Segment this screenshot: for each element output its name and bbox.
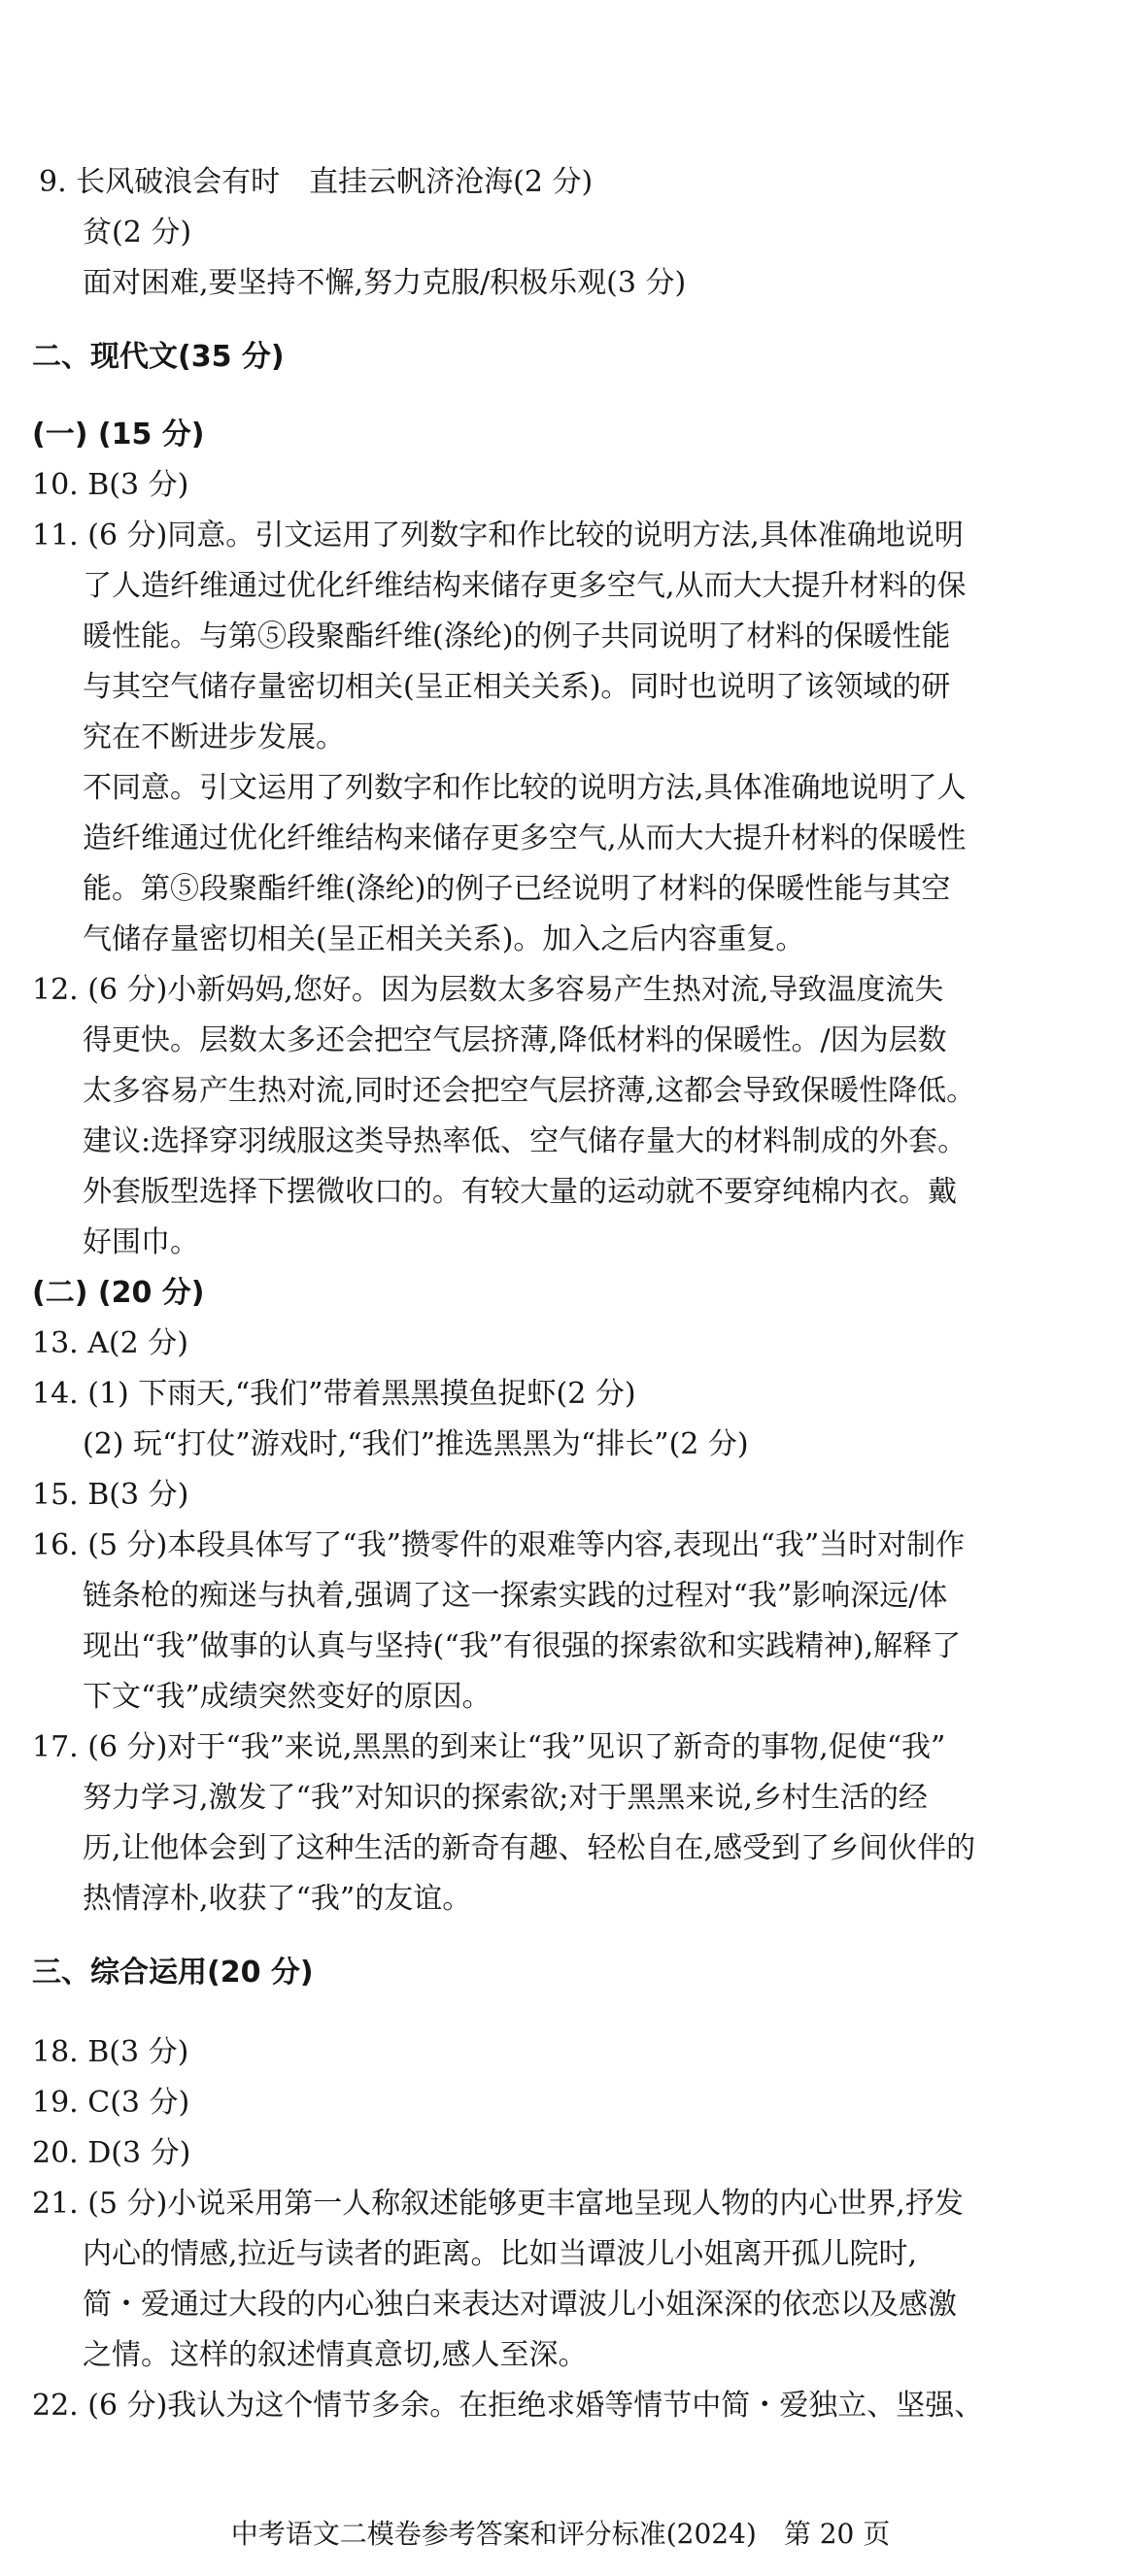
section-2-heading: 二、现代文(35 分) (32, 340, 285, 374)
q19-answer: 19. C(3 分) (32, 2086, 190, 2120)
q17-line-2: 努力学习,激发了“我”对知识的探索欲;对于黑黑来说,乡村生活的经 (83, 1781, 928, 1815)
q16-line-1: 16. (5 分)本段具体写了“我”攒零件的艰难等内容,表现出“我”当时对制作 (32, 1528, 966, 1562)
q17-line-3: 历,让他体会到了这种生活的新奇有趣、轻松自在,感受到了乡间伙伴的 (83, 1831, 976, 1865)
q11-line-1: 11. (6 分)同意。引文运用了列数字和作比较的说明方法,具体准确地说明 (32, 519, 964, 552)
q11-line-8: 能。第⑤段聚酯纤维(涤纶)的例子已经说明了材料的保暖性能与其空 (83, 872, 951, 906)
q14-line-2: (2) 玩“打仗”游戏时,“我们”推选黑黑为“排长”(2 分) (83, 1427, 749, 1461)
q9-line-2: 贫(2 分) (83, 216, 192, 250)
q9-line-3: 面对困难,要坚持不懈,努力克服/积极乐观(3 分) (83, 266, 687, 300)
q12-line-6: 好围巾。 (83, 1225, 199, 1259)
q20-answer: 20. D(3 分) (32, 2136, 191, 2170)
q11-line-3: 暖性能。与第⑤段聚酯纤维(涤纶)的例子共同说明了材料的保暖性能 (83, 619, 951, 653)
q11-line-7: 造纤维通过优化纤维结构来储存更多空气,从而大大提升材料的保暖性 (83, 821, 967, 855)
q17-line-4: 热情淳朴,收获了“我”的友谊。 (83, 1882, 472, 1916)
q17-line-1: 17. (6 分)对于“我”来说,黑黑的到来让“我”见识了新奇的事物,促使“我” (32, 1730, 946, 1764)
q14-line-1: 14. (1) 下雨天,“我们”带着黑黑摸鱼捉虾(2 分) (32, 1377, 636, 1411)
q15-answer: 15. B(3 分) (32, 1478, 189, 1512)
page-footer: 中考语文二模卷参考答案和评分标准(2024) 第 20 页 (230, 2518, 891, 2550)
section-3-heading: 三、综合运用(20 分) (32, 1956, 314, 1990)
q11-line-2: 了人造纤维通过优化纤维结构来储存更多空气,从而大大提升材料的保 (83, 569, 967, 603)
q21-line-3: 简・爱通过大段的内心独白来表达对谭波儿小姐深深的依恋以及感激 (83, 2288, 957, 2322)
q21-line-1: 21. (5 分)小说采用第一人称叙述能够更丰富地呈现人物的内心世界,抒发 (32, 2187, 964, 2221)
q11-line-5: 究在不断进步发展。 (83, 720, 345, 754)
q13-answer: 13. A(2 分) (32, 1326, 188, 1360)
q11-line-4: 与其空气储存量密切相关(呈正相关关系)。同时也说明了该领域的研 (83, 670, 951, 704)
q12-line-5: 外套版型选择下摆微收口的。有较大量的运动就不要穿纯棉内衣。戴 (83, 1175, 957, 1209)
q12-line-1: 12. (6 分)小新妈妈,您好。因为层数太多容易产生热对流,导致温度流失 (32, 973, 944, 1007)
q12-line-2: 得更快。层数太多还会把空气层挤薄,降低材料的保暖性。/因为层数 (83, 1023, 947, 1057)
q10-answer: 10. B(3 分) (32, 468, 189, 502)
part-2-heading: (二) (20 分) (32, 1276, 205, 1310)
q18-answer: 18. B(3 分) (32, 2035, 189, 2069)
q22-line-1: 22. (6 分)我认为这个情节多余。在拒绝求婚等情节中简・爱独立、坚强、 (32, 2389, 984, 2423)
part-1-heading: (一) (15 分) (32, 418, 205, 452)
q11-line-9: 气储存量密切相关(呈正相关关系)。加入之后内容重复。 (83, 922, 805, 956)
q21-line-4: 之情。这样的叙述情真意切,感人至深。 (83, 2338, 588, 2372)
q16-line-3: 现出“我”做事的认真与坚持(“我”有很强的探索欲和实践精神),解释了 (83, 1629, 962, 1663)
q11-line-6: 不同意。引文运用了列数字和作比较的说明方法,具体准确地说明了人 (83, 771, 967, 805)
q12-line-4: 建议:选择穿羽绒服这类导热率低、空气储存量大的材料制成的外套。 (83, 1124, 968, 1158)
q9-line-1: 9. 长风破浪会有时 直挂云帆济沧海(2 分) (39, 165, 594, 199)
q16-line-2: 链条枪的痴迷与执着,强调了这一探索实践的过程对“我”影响深远/体 (83, 1579, 948, 1613)
q12-line-3: 太多容易产生热对流,同时还会把空气层挤薄,这都会导致保暖性降低。 (83, 1074, 976, 1108)
q16-line-4: 下文“我”成绩突然变好的原因。 (83, 1680, 492, 1714)
q21-line-2: 内心的情感,拉近与读者的距离。比如当谭波儿小姐离开孤儿院时, (83, 2237, 918, 2271)
